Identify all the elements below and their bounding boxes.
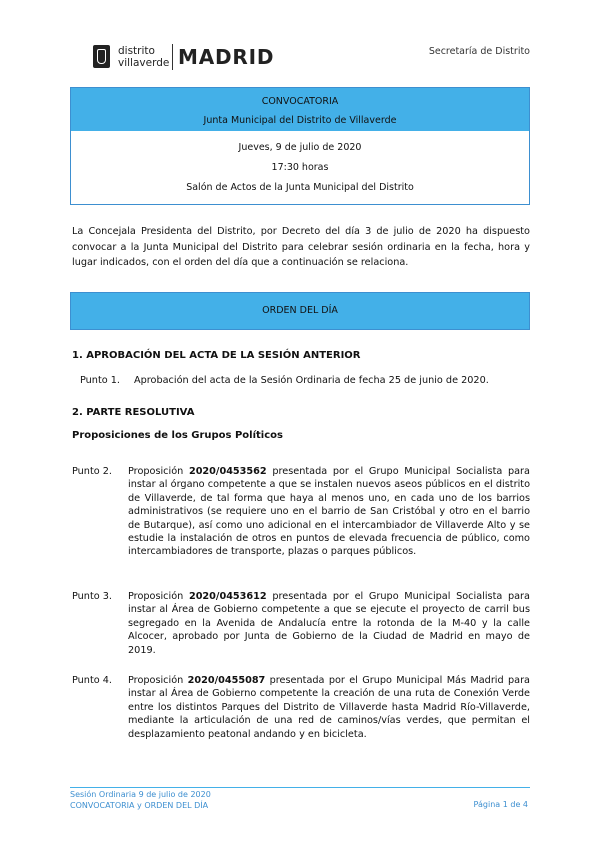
punto-4-label: Punto 4. <box>72 675 112 686</box>
intro-paragraph: La Concejala Presidenta del Distrito, por Decreto del día 3 de julio de 2020 ha dispuesto convocar a la Junta Municipal del Distrito para celebrar sesión ordinaria en la fecha, hora y lugar indicados, con el orden del día que a continuación se relaciona. <box>72 226 530 268</box>
header-secretaria: Secretaría de Distrito <box>428 46 530 57</box>
logo-city: MADRID <box>178 45 275 69</box>
orden-del-dia-banner: ORDEN DEL DÍA <box>70 292 530 330</box>
punto-1-text: Aprobación del acta de la Sesión Ordinaria de fecha 25 de junio de 2020. <box>134 375 489 386</box>
section2-heading: 2. PARTE RESOLUTIVA <box>72 407 195 418</box>
convocatoria-place: Salón de Actos de la Junta Municipal del Distrito <box>186 182 414 193</box>
convocatoria-title: CONVOCATORIA <box>261 96 339 107</box>
punto-4-body: presentada por el Grupo Municipal Más Madrid para instar al Área de Gobierno competente la creación de una ruta de Conexión Verde entre los distintos Parques del Distrito de Villaverde hasta Madrid Río-Villaverde, mediante la articulación de una red de caminos/vías verdes, que permitan el desplazamiento peatonal andando y en bicicleta. <box>128 675 530 740</box>
logo-line1: distrito <box>118 45 155 57</box>
punto-3-pre: Proposición <box>128 591 189 602</box>
footer-doc-title: CONVOCATORIA y ORDEN DEL DÍA <box>70 800 209 810</box>
punto-3 <box>72 590 530 657</box>
convocatoria-box <box>70 87 530 205</box>
punto-4-text <box>128 674 530 741</box>
footer-page-number: Página 1 de 4 <box>473 800 528 809</box>
footer-left <box>70 790 211 811</box>
punto-1 <box>80 375 489 386</box>
punto-3-label: Punto 3. <box>72 591 112 602</box>
logo-line2: villaverde <box>118 57 170 69</box>
punto-2 <box>72 465 530 559</box>
convocatoria-body: Junta Municipal del Distrito de Villaverde <box>203 115 397 126</box>
section2-subheading: Proposiciones de los Grupos Políticos <box>72 430 283 441</box>
punto-2-number: 2020/0453562 <box>188 466 267 477</box>
punto-3-text <box>128 590 530 657</box>
madrid-crest-icon <box>93 45 110 68</box>
punto-2-body: presentada por el Grupo Municipal Socialista para instar al órgano competente a que se instalen nuevos aseos públicos en el distrito de Villaverde, de tal forma que haya al menos uno, en cada uno de los barrios administrativos (se requiere uno en el barrio de San Cristóbal y otro en el barrio de Butarque), así como uno adicional en el intercambiador de Villaverde Alto y se estudie la instalación de otros en puntos de elevada frecuencia de público, como intercambiadores de transporte, plazas o parques públicos. <box>128 466 530 558</box>
footer-session: Sesión Ordinaria 9 de julio de 2020 <box>70 790 211 799</box>
distrito-villaverde-madrid-logo <box>93 44 275 70</box>
convocatoria-time: 17:30 horas <box>271 162 329 173</box>
convocatoria-date: Jueves, 9 de julio de 2020 <box>238 142 362 153</box>
punto-4-number: 2020/0455087 <box>187 675 266 686</box>
punto-4-pre: Proposición <box>128 675 188 686</box>
logo-district-text <box>118 45 169 69</box>
logo-separator <box>172 44 173 70</box>
punto-4 <box>72 674 530 741</box>
punto-3-body: presentada por el Grupo Municipal Socialista para instar al Área de Gobierno competente a que se ejecute el proyecto de carril bus segregado en la Avenida de Andalucía entre la rotonda de la M-40 y la calle Alcocer, aprobado por Junta de Gobierno de la Ciudad de Madrid en mayo de 2019. <box>128 591 530 656</box>
punto-2-pre: Proposición <box>128 466 189 477</box>
punto-2-label: Punto 2. <box>72 466 112 477</box>
section1-heading: 1. APROBACIÓN DEL ACTA DE LA SESIÓN ANTERIOR <box>72 350 361 361</box>
punto-1-label: Punto 1. <box>80 375 120 386</box>
convocatoria-header <box>71 88 529 131</box>
punto-2-text <box>128 465 530 559</box>
punto-3-number: 2020/0453612 <box>188 591 267 602</box>
footer-rule <box>70 787 530 788</box>
convocatoria-details <box>71 131 529 204</box>
